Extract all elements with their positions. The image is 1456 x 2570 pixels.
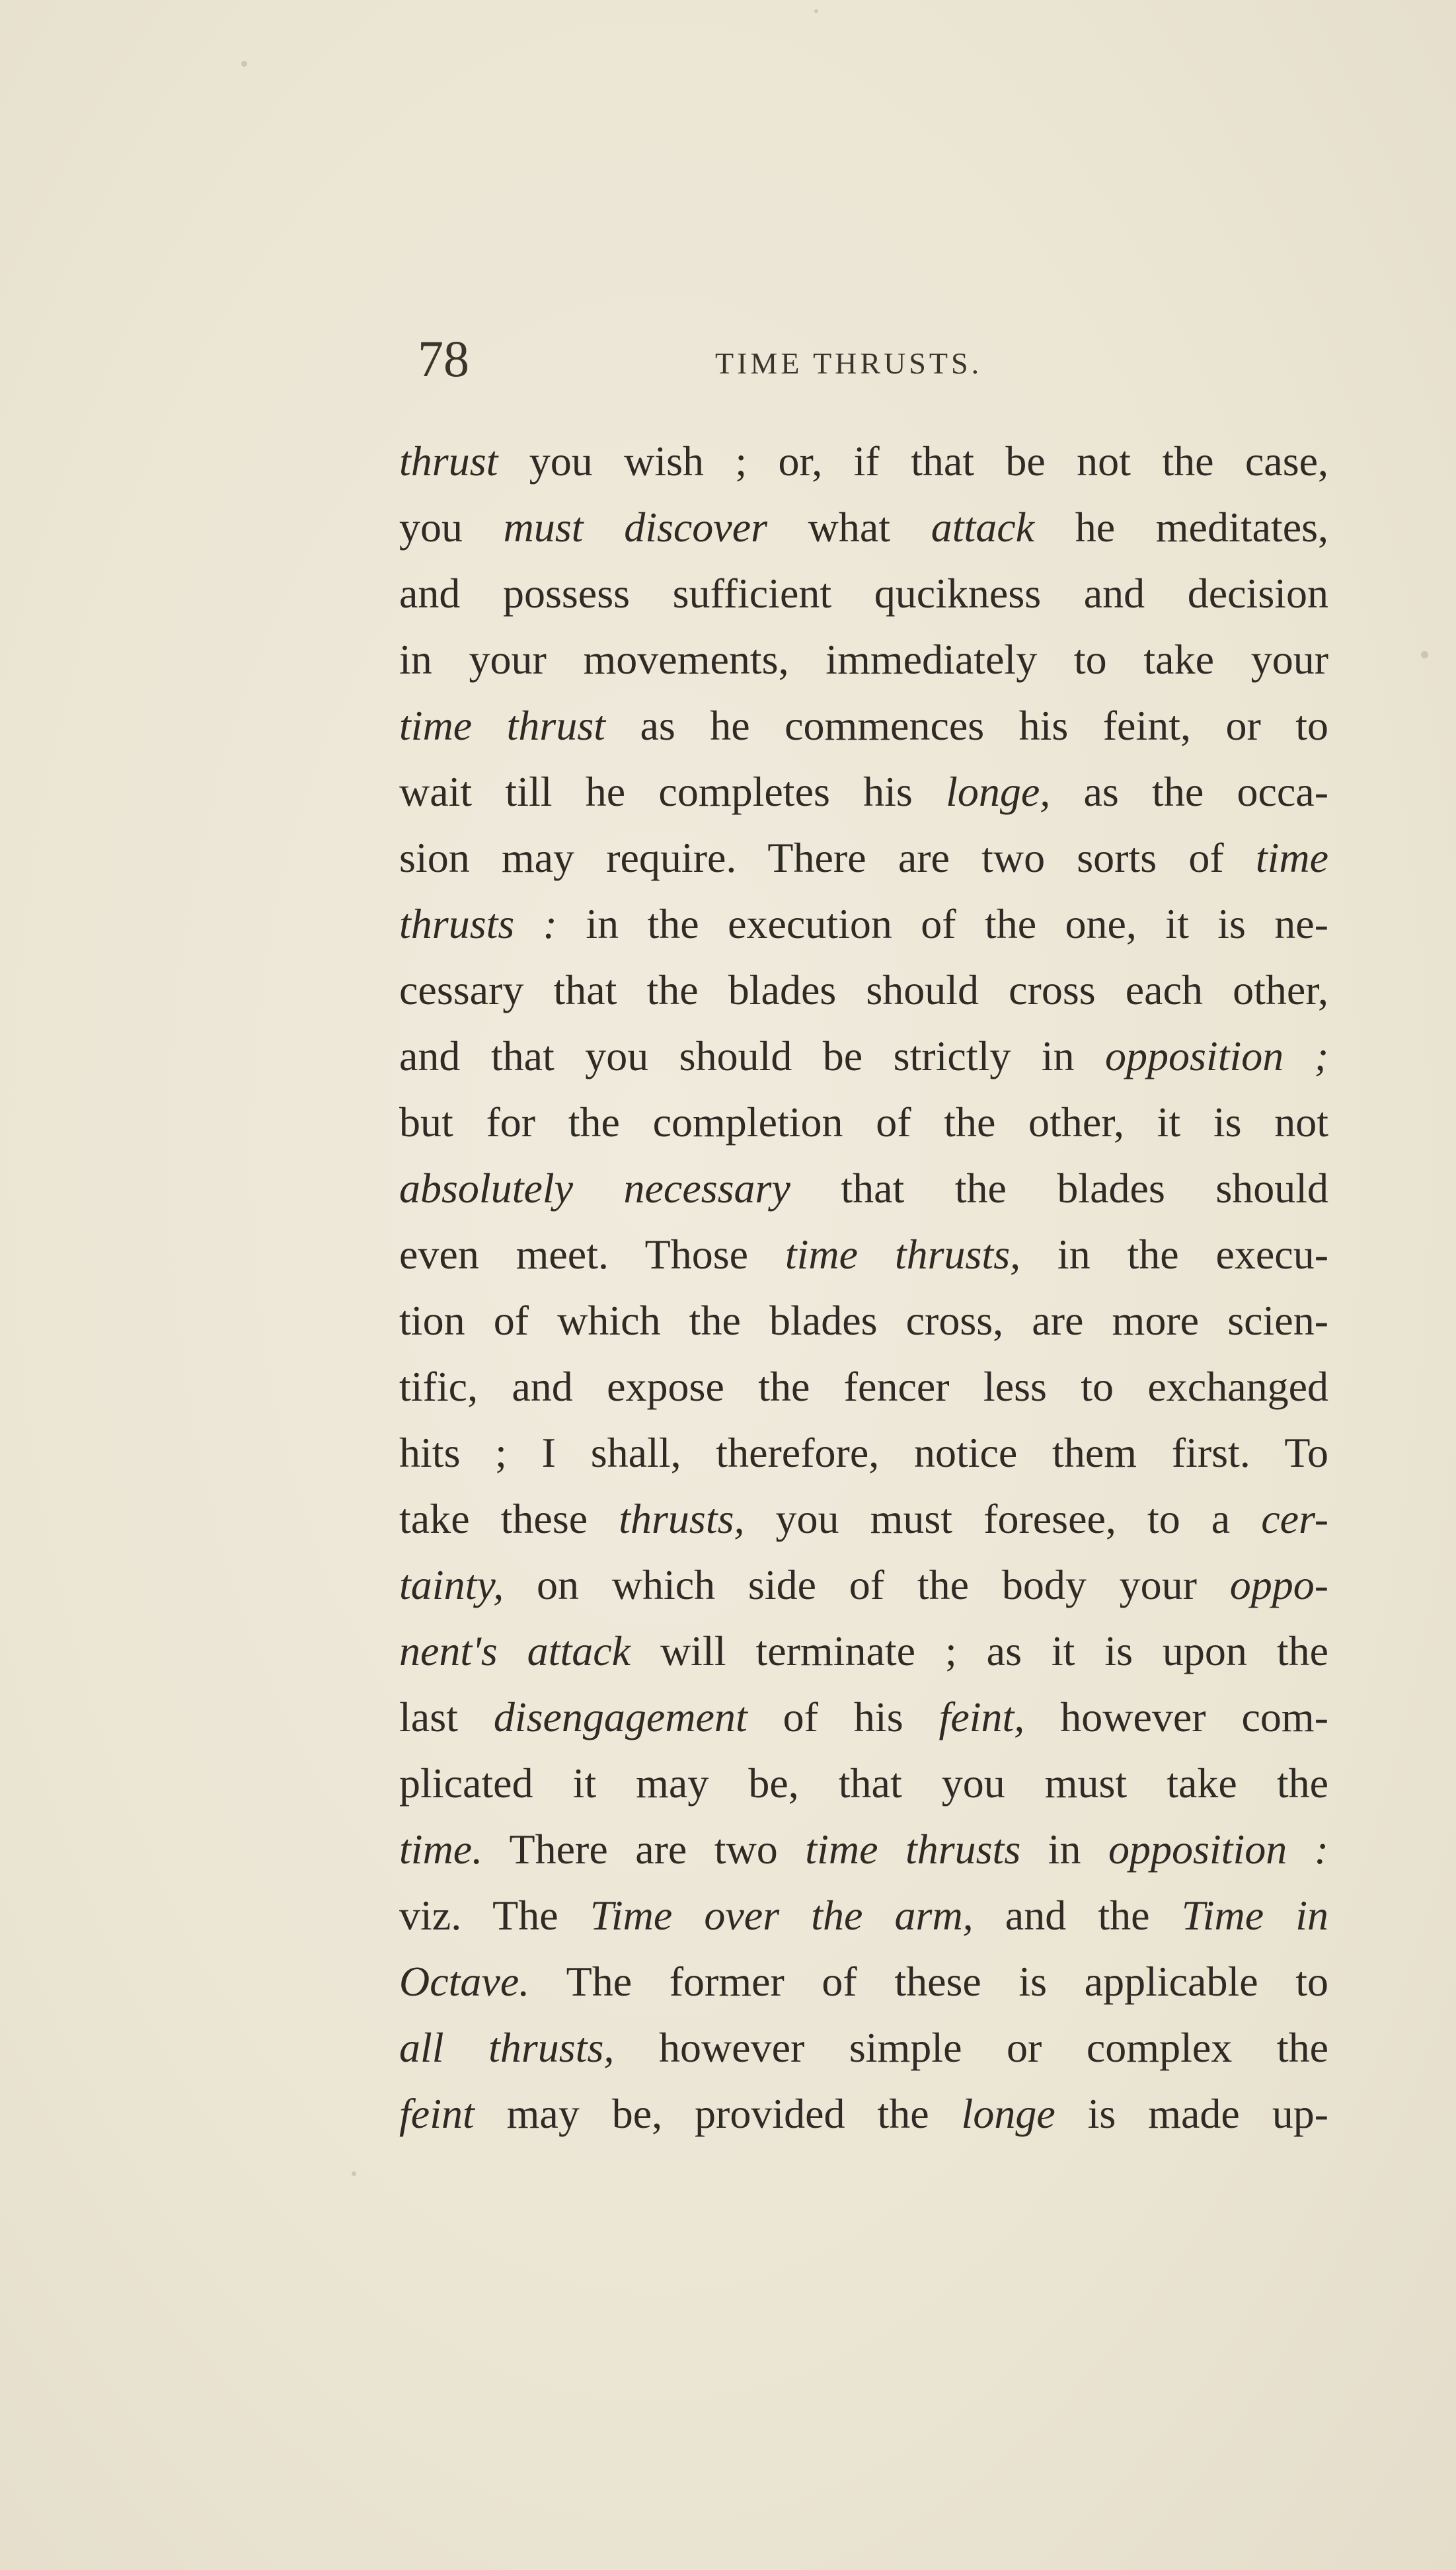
italic-text: cer- xyxy=(1261,1495,1328,1542)
italic-text: Time over the arm, xyxy=(590,1892,974,1939)
text-segment: may be, provided the xyxy=(474,2090,962,2137)
text-segment: you wish ; or, if that be not the case, xyxy=(498,438,1328,485)
text-line xyxy=(399,494,1328,561)
text-segment: take these xyxy=(399,1495,619,1542)
text-segment: sion may require. There are two sorts of xyxy=(399,834,1256,881)
italic-text: Octave. xyxy=(399,1958,530,2005)
text-segment: wait till he completes his xyxy=(399,768,946,815)
text-segment: however simple or complex the xyxy=(614,2024,1328,2071)
text-line xyxy=(399,1023,1328,1089)
italic-text: must discover xyxy=(503,504,767,551)
text-segment: hits ; I shall, therefore, notice them first. To xyxy=(399,1429,1328,1476)
text-segment: tific, and expose the fencer less to exchanged xyxy=(399,1363,1328,1410)
italic-text: thrusts : xyxy=(399,900,557,947)
text-segment: There are two xyxy=(482,1826,806,1873)
text-segment: what xyxy=(767,504,931,551)
text-line xyxy=(399,1222,1328,1288)
paper-speck xyxy=(1421,651,1428,658)
text-line xyxy=(399,2081,1328,2147)
text-line xyxy=(399,1420,1328,1486)
text-line xyxy=(399,1089,1328,1155)
italic-text: opposition ; xyxy=(1105,1032,1328,1079)
text-line xyxy=(399,1684,1328,1750)
text-line xyxy=(399,759,1328,825)
text-line xyxy=(399,957,1328,1023)
italic-text: attack xyxy=(931,504,1035,551)
text-segment: in your movements, immediately to take your xyxy=(399,636,1328,683)
text-segment: but for the completion of the other, it is not xyxy=(399,1099,1328,1146)
text-line xyxy=(399,693,1328,759)
text-line xyxy=(399,1883,1328,1949)
text-segment: however com- xyxy=(1024,1694,1328,1740)
text-line xyxy=(399,1618,1328,1684)
text-segment: even meet. Those xyxy=(399,1231,785,1278)
text-segment: viz. The xyxy=(399,1892,590,1939)
italic-text: time thrusts xyxy=(805,1826,1021,1873)
italic-text: oppo- xyxy=(1229,1561,1328,1608)
italic-text: thrust xyxy=(399,438,498,485)
italic-text: time xyxy=(1255,834,1328,881)
italic-text: longe, xyxy=(946,768,1051,815)
italic-text: feint xyxy=(399,2090,475,2137)
text-segment: and that you should be strictly in xyxy=(399,1032,1106,1079)
text-segment: is made up- xyxy=(1055,2090,1328,2137)
italic-text: opposition : xyxy=(1108,1826,1328,1873)
paper-speck xyxy=(814,9,818,13)
italic-text: all thrusts, xyxy=(399,2024,615,2071)
italic-text: thrusts, xyxy=(619,1495,745,1542)
text-line xyxy=(399,1949,1328,2015)
italic-text: Time in xyxy=(1181,1892,1328,1939)
text-segment: last xyxy=(399,1694,494,1740)
text-line xyxy=(399,561,1328,627)
italic-text: disengagement xyxy=(493,1694,747,1740)
text-line xyxy=(399,891,1328,957)
text-line xyxy=(399,1354,1328,1420)
text-line xyxy=(399,2015,1328,2081)
text-segment: in the execution of the one, it is ne- xyxy=(556,900,1328,947)
text-line xyxy=(399,1155,1328,1222)
text-line xyxy=(399,1486,1328,1552)
text-segment: plicated it may be, that you must take the xyxy=(399,1760,1328,1807)
text-segment: as he commences his feint, or to xyxy=(605,702,1328,749)
text-segment: cessary that the blades should cross each other, xyxy=(399,966,1328,1013)
text-segment: and the xyxy=(973,1892,1182,1939)
text-line xyxy=(399,428,1328,494)
paper-speck xyxy=(241,61,247,67)
paper-speck xyxy=(352,2171,356,2176)
text-segment: you must foresee, to a xyxy=(744,1495,1262,1542)
text-line xyxy=(399,1552,1328,1618)
italic-text: time thrust xyxy=(399,702,606,749)
text-segment: on which side of the body your xyxy=(504,1561,1230,1608)
running-head: TIME THRUSTS. xyxy=(715,346,983,380)
italic-text: absolutely necessary xyxy=(399,1165,790,1212)
text-segment: will terminate ; as it is upon the xyxy=(631,1627,1328,1674)
text-segment: in xyxy=(1020,1826,1108,1873)
text-segment: as the occa- xyxy=(1050,768,1328,815)
text-segment: and possess sufficient qucikness and decision xyxy=(399,570,1328,617)
text-line xyxy=(399,825,1328,891)
text-segment: The former of these is applicable to xyxy=(529,1958,1328,2005)
italic-text: time. xyxy=(399,1826,483,1873)
text-segment: that the blades should xyxy=(790,1165,1328,1212)
italic-text: feint, xyxy=(939,1694,1025,1740)
italic-text: time thrusts, xyxy=(785,1231,1021,1278)
text-line xyxy=(399,1288,1328,1354)
page-number: 78 xyxy=(418,330,469,387)
body-text xyxy=(399,428,1328,2147)
italic-text: nent's attack xyxy=(399,1627,631,1674)
text-segment: you xyxy=(399,504,504,551)
text-segment: in the execu- xyxy=(1020,1231,1328,1278)
text-line xyxy=(399,1816,1328,1883)
italic-text: tainty, xyxy=(399,1561,504,1608)
italic-text: longe xyxy=(961,2090,1055,2137)
text-segment: he meditates, xyxy=(1034,504,1328,551)
text-line xyxy=(399,1750,1328,1816)
page-header xyxy=(404,323,1330,395)
text-segment: tion of which the blades cross, are more scien- xyxy=(399,1297,1328,1344)
text-line xyxy=(399,627,1328,693)
text-segment: of his xyxy=(747,1694,939,1740)
